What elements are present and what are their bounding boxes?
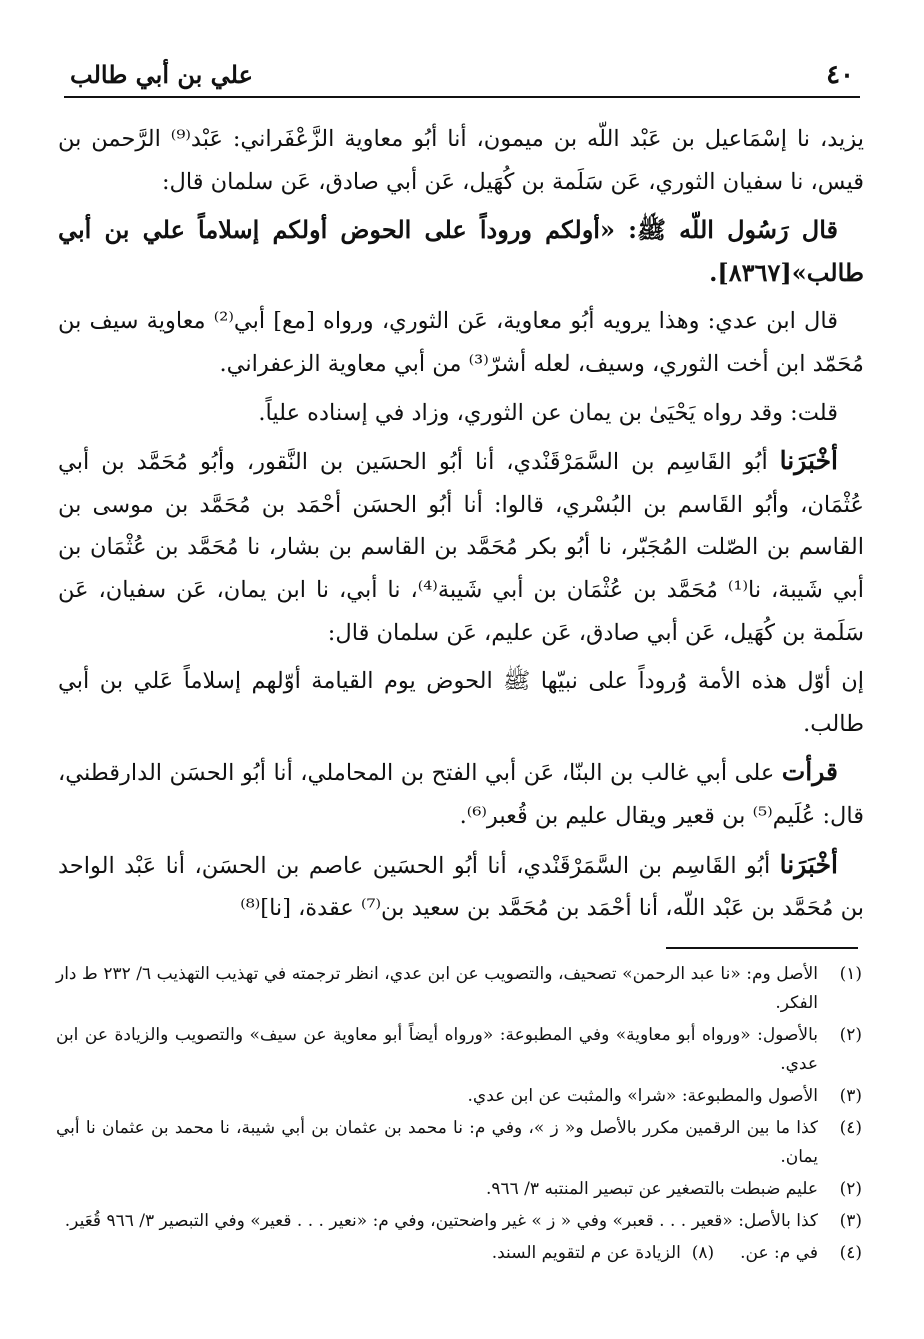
qaraat-lead: قرأت [781,757,838,787]
footnote [56,1021,862,1079]
footnote-number: (٤) [839,1118,862,1138]
footnote-number: (٣) [839,1211,862,1231]
footnote-text: كذا ما بين الرقمين مكرر بالأصل و« ز »، وفي م: نا محمد بن عثمان بن أبي شيبة، نا محمد بن عثمان نا أبي يمان. [56,1118,818,1167]
paragraph-8-text: أبُو القَاسِم بن السَّمَرْقَنْدي، أنا أبُو الحسَين عاصم بن الحسَن، أنا عَبْد الواحد بن مُحَمَّد بن عَبْد اللّه، أنا أحْمَد بن مُحَمَّد بن سعيد بن⁽⁷⁾ عقدة، [نا]⁽⁸⁾ [58,852,864,922]
akhbarana-lead: أخْبَرَنا [779,849,838,879]
footnote-number: (٣) [839,1086,862,1106]
footnote-text-part: الزيادة عن م لتقويم السند. [491,1243,681,1263]
paragraph-8 [58,844,864,930]
paragraph-5-text: أبُو القَاسِم بن السَّمَرْقَنْدي، أنا أبُو الحسَين بن النَّقور، وأبُو مُحَمَّد بن أبي عُثْمَان، وأبُو القَاسم بن البُسْري، قالوا: أنا أبُو الحسَن أحْمَد بن مُحَمَّد بن موسى بن القاسم بن الصّلت المُجَبّر، نا أبُو بكر مُحَمَّد بن القاسم بن بشار، نا مُحَمَّد بن عُثْمَان بن أبي شَيبة، نا⁽¹⁾ مُحَمَّد بن عُثْمَان بن أبي شَيبة⁽⁴⁾، نا أبي، نا ابن يمان، عَن سفيان، عَن سَلَمة بن كُهَيل، عَن أبي صادق، عَن عليم، عَن سلمان قال: [58,449,864,646]
footnote-text [56,1239,818,1268]
akhbarana-lead: أخْبَرَنا [779,446,838,476]
page-header [64,60,860,98]
footnote-text-part: في م: عن. [740,1243,818,1263]
footnote-number: (٨) [691,1243,715,1263]
footnote-text: الأصول والمطبوعة: «شرا» والمثبت عن ابن عدي. [467,1086,818,1106]
footnote-number: (٢) [839,1025,862,1045]
main-text [58,118,864,936]
footnote-text: عليم ضبطت بالتصغير عن تبصير المنتبه ٣/ ٩٦٦. [485,1179,818,1199]
paragraph-5 [58,440,864,654]
paragraph-3: قال ابن عدي: وهذا يرويه أبُو معاوية، عَن الثوري، ورواه [مع] أبي⁽²⁾ معاوية سيف بن مُحَمّد ابن أخت الثوري، وسيف، لعله أشرّ⁽³⁾ من أبي معاوية الزعفراني. [58,308,864,377]
footnote-number: (٤) [839,1243,862,1263]
paragraph-7-text: على أبي غالب بن البنّا، عَن أبي الفتح بن المحاملي، أنا أبُو الحسَن الدارقطني، قال: عُلَيم⁽⁵⁾ بن قعير ويقال عليم بن قُعبر⁽⁶⁾. [58,760,864,829]
footnote [56,1175,862,1204]
footnote [56,1207,862,1236]
footnote-number: (٢) [839,1179,862,1199]
footnote [56,1239,862,1268]
paragraph-7 [58,751,864,837]
paragraph-4: قلت: وقد رواه يَحْيَىٰ بن يمان عن الثوري، وزاد في إسناده علياً. [258,399,838,426]
running-title: علي بن أبي طالب [70,60,253,89]
footnote-text: بالأصول: «ورواه أبو معاوية» وفي المطبوعة: «ورواه أيضاً أبو معاوية عن سيف» والتصويب والزيادة عن ابن عدي. [56,1025,818,1074]
page-number: ٤٠ [826,60,854,90]
paragraph-1: يزيد، نا إسْمَاعيل بن عَبْد اللّه بن ميمون، أنا أبُو معاوية الزَّعْفَراني: عَبْد⁽⁹⁾ الرَّحمن بن قيس، نا سفيان الثوري، عَن سَلَمة بن كُهَيل، عَن أبي صادق، عَن سلمان قال: [58,126,864,195]
paragraph-hadith: قال رَسُول اللّه ﷺ: «أولكم وروداً على الحوض أولكم إسلاماً علي بن أبي طالب»[٨٣٦٧]. [58,215,864,287]
footnote-text: كذا بالأصل: «قعير . . . قعبر» وفي « ز » غير واضحتين، وفي م: «نعير . . . قعير» وفي التبصير ٣/ ٩٦٦ قُعَير. [64,1211,818,1231]
footnote [56,1082,862,1111]
footnote-number: (١) [839,964,862,984]
footnote [56,960,862,1018]
footnote-divider [666,947,858,949]
footnotes [56,960,862,1271]
footnote [56,1114,862,1172]
paragraph-6: إن أوّل هذه الأمة وُروداً على نبيّها ﷺ الحوض يوم القيامة أوّلهم إسلاماً عَلي بن أبي طالب. [58,668,864,737]
footnote-text: الأصل وم: «نا عبد الرحمن» تصحيف، والتصويب عن ابن عدي، انظر ترجمته في تهذيب التهذيب ٦/ ٢٣٢ ط دار الفكر. [56,964,818,1013]
